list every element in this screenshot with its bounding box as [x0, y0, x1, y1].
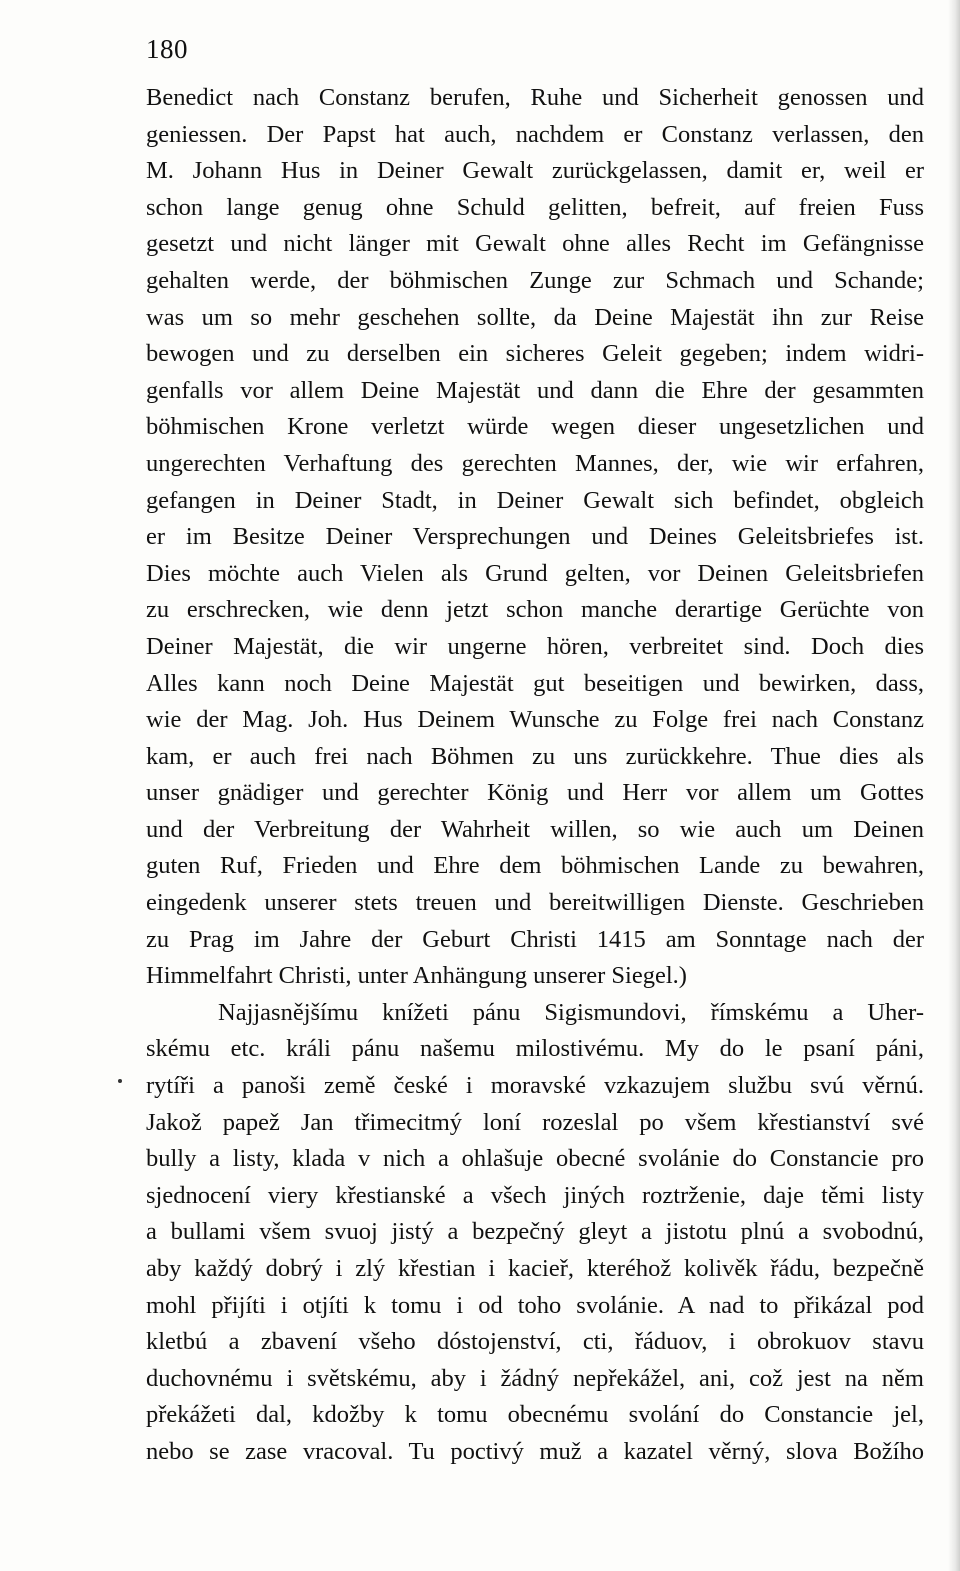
text-line: schon lange genug ohne Schuld gelitten, befreit, auf freien Fuss	[146, 193, 924, 221]
text-line: duchovnému i světskému, aby i žádný nepřekážel, ani, což jest na něm	[146, 1364, 924, 1392]
text-line: unser gnädiger und gerechter König und Herr vor allem um Gottes	[146, 779, 924, 807]
text-line: skému etc. králi pánu našemu milostivému. My do le psaní páni,	[146, 1035, 924, 1063]
text-line: Benedict nach Constanz berufen, Ruhe und Sicherheit genossen und	[146, 84, 924, 111]
text-line: sjednocení viery křestianské a všech jiných roztrženie, daje těmi listy	[146, 1181, 924, 1209]
text-line: gefangen in Deiner Stadt, in Deiner Gewalt sich befindet, obgleich	[146, 486, 924, 514]
text-line: genfalls vor allem Deine Majestät und dann die Ehre der gesammten	[146, 376, 924, 404]
text-line: gesetzt und nicht länger mit Gewalt ohne alles Recht im Gefängnisse	[146, 230, 924, 258]
text-line: eingedenk unserer stets treuen und bereitwilligen Dienste. Geschrieben	[146, 889, 924, 917]
text-line: böhmischen Krone verletzt würde wegen dieser ungesetzlichen und	[146, 413, 924, 441]
body-text	[146, 80, 924, 1471]
text-line: wie der Mag. Joh. Hus Deinem Wunsche zu Folge frei nach Constanz	[146, 706, 924, 734]
text-line: Jakož papež Jan třimecitmý loní rozeslal po všem křestianství své	[146, 1108, 924, 1136]
text-line: bully a listy, klada v nich a ohlašuje obecné svolánie do Constancie pro	[146, 1145, 924, 1173]
text-line: Najjasnějšímu knížeti pánu Sigismundovi, římskému a Uher-	[218, 998, 924, 1026]
page-number: 180	[146, 34, 188, 64]
text-line: zu erschrecken, wie denn jetzt schon manche derartige Gerüchte von	[146, 596, 924, 624]
page-edge-shadow	[948, 0, 960, 1571]
text-line: Himmelfahrt Christi, unter Anhängung unserer Siegel.)	[146, 962, 687, 990]
text-line: was um so mehr geschehen sollte, da Deine Majestät ihn zur Reise	[146, 303, 924, 331]
text-line: rytíři a panoši země české i moravské vzkazujem službu svú věrnú.	[146, 1072, 924, 1100]
text-line: gehalten werde, der böhmischen Zunge zur Schmach und Schande;	[146, 266, 924, 294]
text-line: ungerechten Verhaftung des gerechten Mannes, der, wie wir erfahren,	[146, 449, 924, 477]
text-line: guten Ruf, Frieden und Ehre dem böhmischen Lande zu bewahren,	[146, 852, 924, 880]
text-line: bewogen und zu derselben ein sicheres Geleit gegeben; indem widri-	[146, 340, 924, 368]
text-line: překážeti dal, kdožby k tomu obecnému svolání do Constancie jel,	[146, 1401, 924, 1429]
text-line: kletbú a zbavení všeho dóstojenství, cti, řáduov, i obrokuov stavu	[146, 1328, 924, 1356]
text-line: Deiner Majestät, die wir ungerne hören, verbreitet sind. Doch dies	[146, 632, 924, 660]
text-line: a bullami všem svuoj jistý a bezpečný gleyt a jistotu plnú a svobodnú,	[146, 1218, 924, 1246]
text-line: geniessen. Der Papst hat auch, nachdem er Constanz verlassen, den	[146, 120, 924, 148]
text-line: und der Verbreitung der Wahrheit willen, so wie auch um Deinen	[146, 815, 924, 843]
text-line: er im Besitze Deiner Versprechungen und Deines Geleitsbriefes ist.	[146, 523, 924, 551]
text-line: nebo se zase vracoval. Tu poctivý muž a kazatel věrný, slova Božího	[146, 1437, 924, 1465]
margin-dot	[118, 1079, 122, 1083]
text-line: aby každý dobrý i zlý křestian i kacieř, kteréhož kolivěk řádu, bezpečně	[146, 1255, 924, 1282]
text-line: M. Johann Hus in Deiner Gewalt zurückgelassen, damit er, weil er	[146, 157, 924, 185]
text-line: zu Prag im Jahre der Geburt Christi 1415 am Sonntage nach der	[146, 925, 924, 953]
text-line: mohl přijíti i otjíti k tomu i od toho svolánie. A nad to přikázal pod	[146, 1291, 924, 1319]
text-line: Alles kann noch Deine Majestät gut beseitigen und bewirken, dass,	[146, 669, 924, 697]
text-line: kam, er auch frei nach Böhmen zu uns zurückkehre. Thue dies als	[146, 742, 924, 770]
text-line: Dies möchte auch Vielen als Grund gelten, vor Deinen Geleitsbriefen	[146, 559, 924, 587]
